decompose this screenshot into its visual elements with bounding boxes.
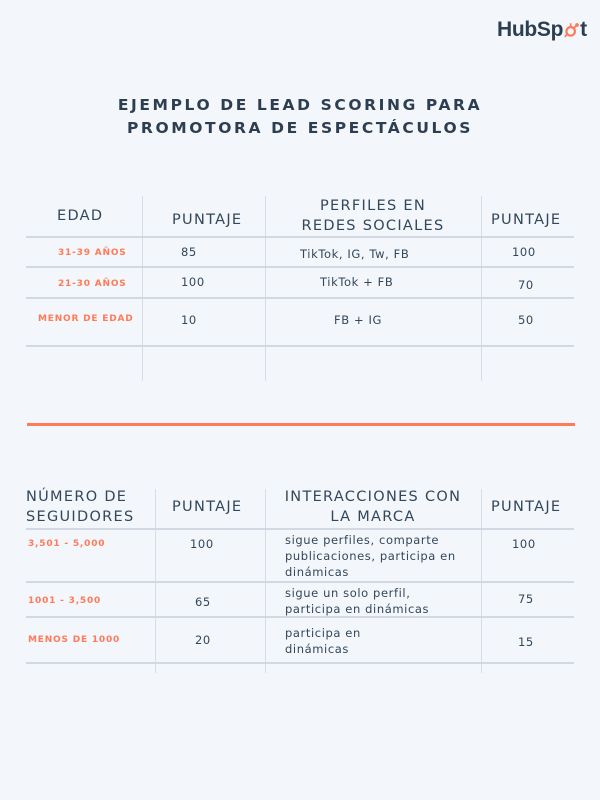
interaction-line: publicaciones, participa en [285, 549, 456, 563]
table1-divider [142, 196, 143, 381]
interaction-line: dinámicas [285, 565, 349, 579]
logo-text-1: HubSp [497, 18, 564, 41]
header-perfiles-line-2: REDES SOCIALES [301, 218, 445, 234]
table1-divider [481, 196, 482, 381]
sprocket-icon [563, 22, 580, 39]
interaction-line: dinámicas [285, 642, 349, 656]
score-value: 15 [518, 635, 534, 649]
section-divider [27, 423, 575, 426]
hubspot-logo [497, 18, 587, 42]
header-puntaje: PUNTAJE [172, 212, 243, 228]
header-seguidores-line-1: NÚMERO DE [26, 489, 128, 505]
age-label: MENOR DE EDAD [38, 314, 134, 324]
followers-label: 3,501 - 5,000 [28, 539, 106, 549]
header-interacciones-line-1: INTERACCIONES CON [284, 489, 462, 505]
age-label: 31-39 AÑOS [58, 248, 127, 258]
score-value: 100 [512, 537, 536, 551]
table2-row-line [26, 528, 574, 530]
score-value: 50 [518, 313, 534, 327]
interaction-line: sigue perfiles, comparte [285, 533, 440, 547]
title-line-2: PROMOTORA DE ESPECTÁCULOS [126, 119, 474, 137]
table1-row-line [26, 297, 574, 299]
interaction-line: participa en dinámicas [285, 602, 430, 616]
score-value: 100 [512, 245, 536, 259]
score-value: 75 [518, 592, 534, 606]
score-value: 70 [518, 278, 534, 292]
header-edad: EDAD [57, 208, 104, 224]
followers-label: 1001 - 3,500 [28, 596, 102, 606]
score-value: 100 [181, 275, 205, 289]
score-value: 20 [195, 633, 211, 647]
header-interacciones-line-2: LA MARCA [330, 509, 416, 525]
header-seguidores [26, 487, 135, 527]
score-value: 10 [181, 313, 197, 327]
interaction-description [285, 585, 429, 617]
logo-text-2: t [580, 18, 587, 41]
header-puntaje: PUNTAJE [491, 212, 562, 228]
table1-row-line [26, 236, 574, 238]
table2-row-line [26, 581, 574, 583]
header-puntaje: PUNTAJE [491, 499, 562, 515]
header-seguidores-line-2: SEGUIDORES [26, 509, 135, 525]
followers-label: MENOS DE 1000 [28, 635, 121, 645]
header-perfiles [265, 196, 481, 236]
header-perfiles-line-1: PERFILES EN [320, 198, 426, 214]
header-interacciones [265, 487, 481, 527]
title-line-1: EJEMPLO DE LEAD SCORING PARA [117, 96, 483, 114]
header-puntaje: PUNTAJE [172, 499, 243, 515]
social-profiles: TikTok, IG, Tw, FB [300, 247, 410, 261]
social-profiles: TikTok + FB [320, 275, 394, 289]
score-value: 65 [195, 595, 211, 609]
score-value: 100 [190, 537, 214, 551]
interaction-description [285, 625, 361, 657]
table1-row-line [26, 266, 574, 268]
interaction-line: participa en [285, 626, 361, 640]
table2-row-line [26, 662, 574, 664]
age-label: 21-30 AÑOS [58, 279, 127, 289]
page-title [0, 94, 600, 140]
interaction-line: sigue un solo perfil, [285, 586, 411, 600]
score-value: 85 [181, 245, 197, 259]
interaction-description [285, 532, 456, 580]
social-profiles: FB + IG [334, 313, 382, 327]
table1-row-line [26, 345, 574, 347]
